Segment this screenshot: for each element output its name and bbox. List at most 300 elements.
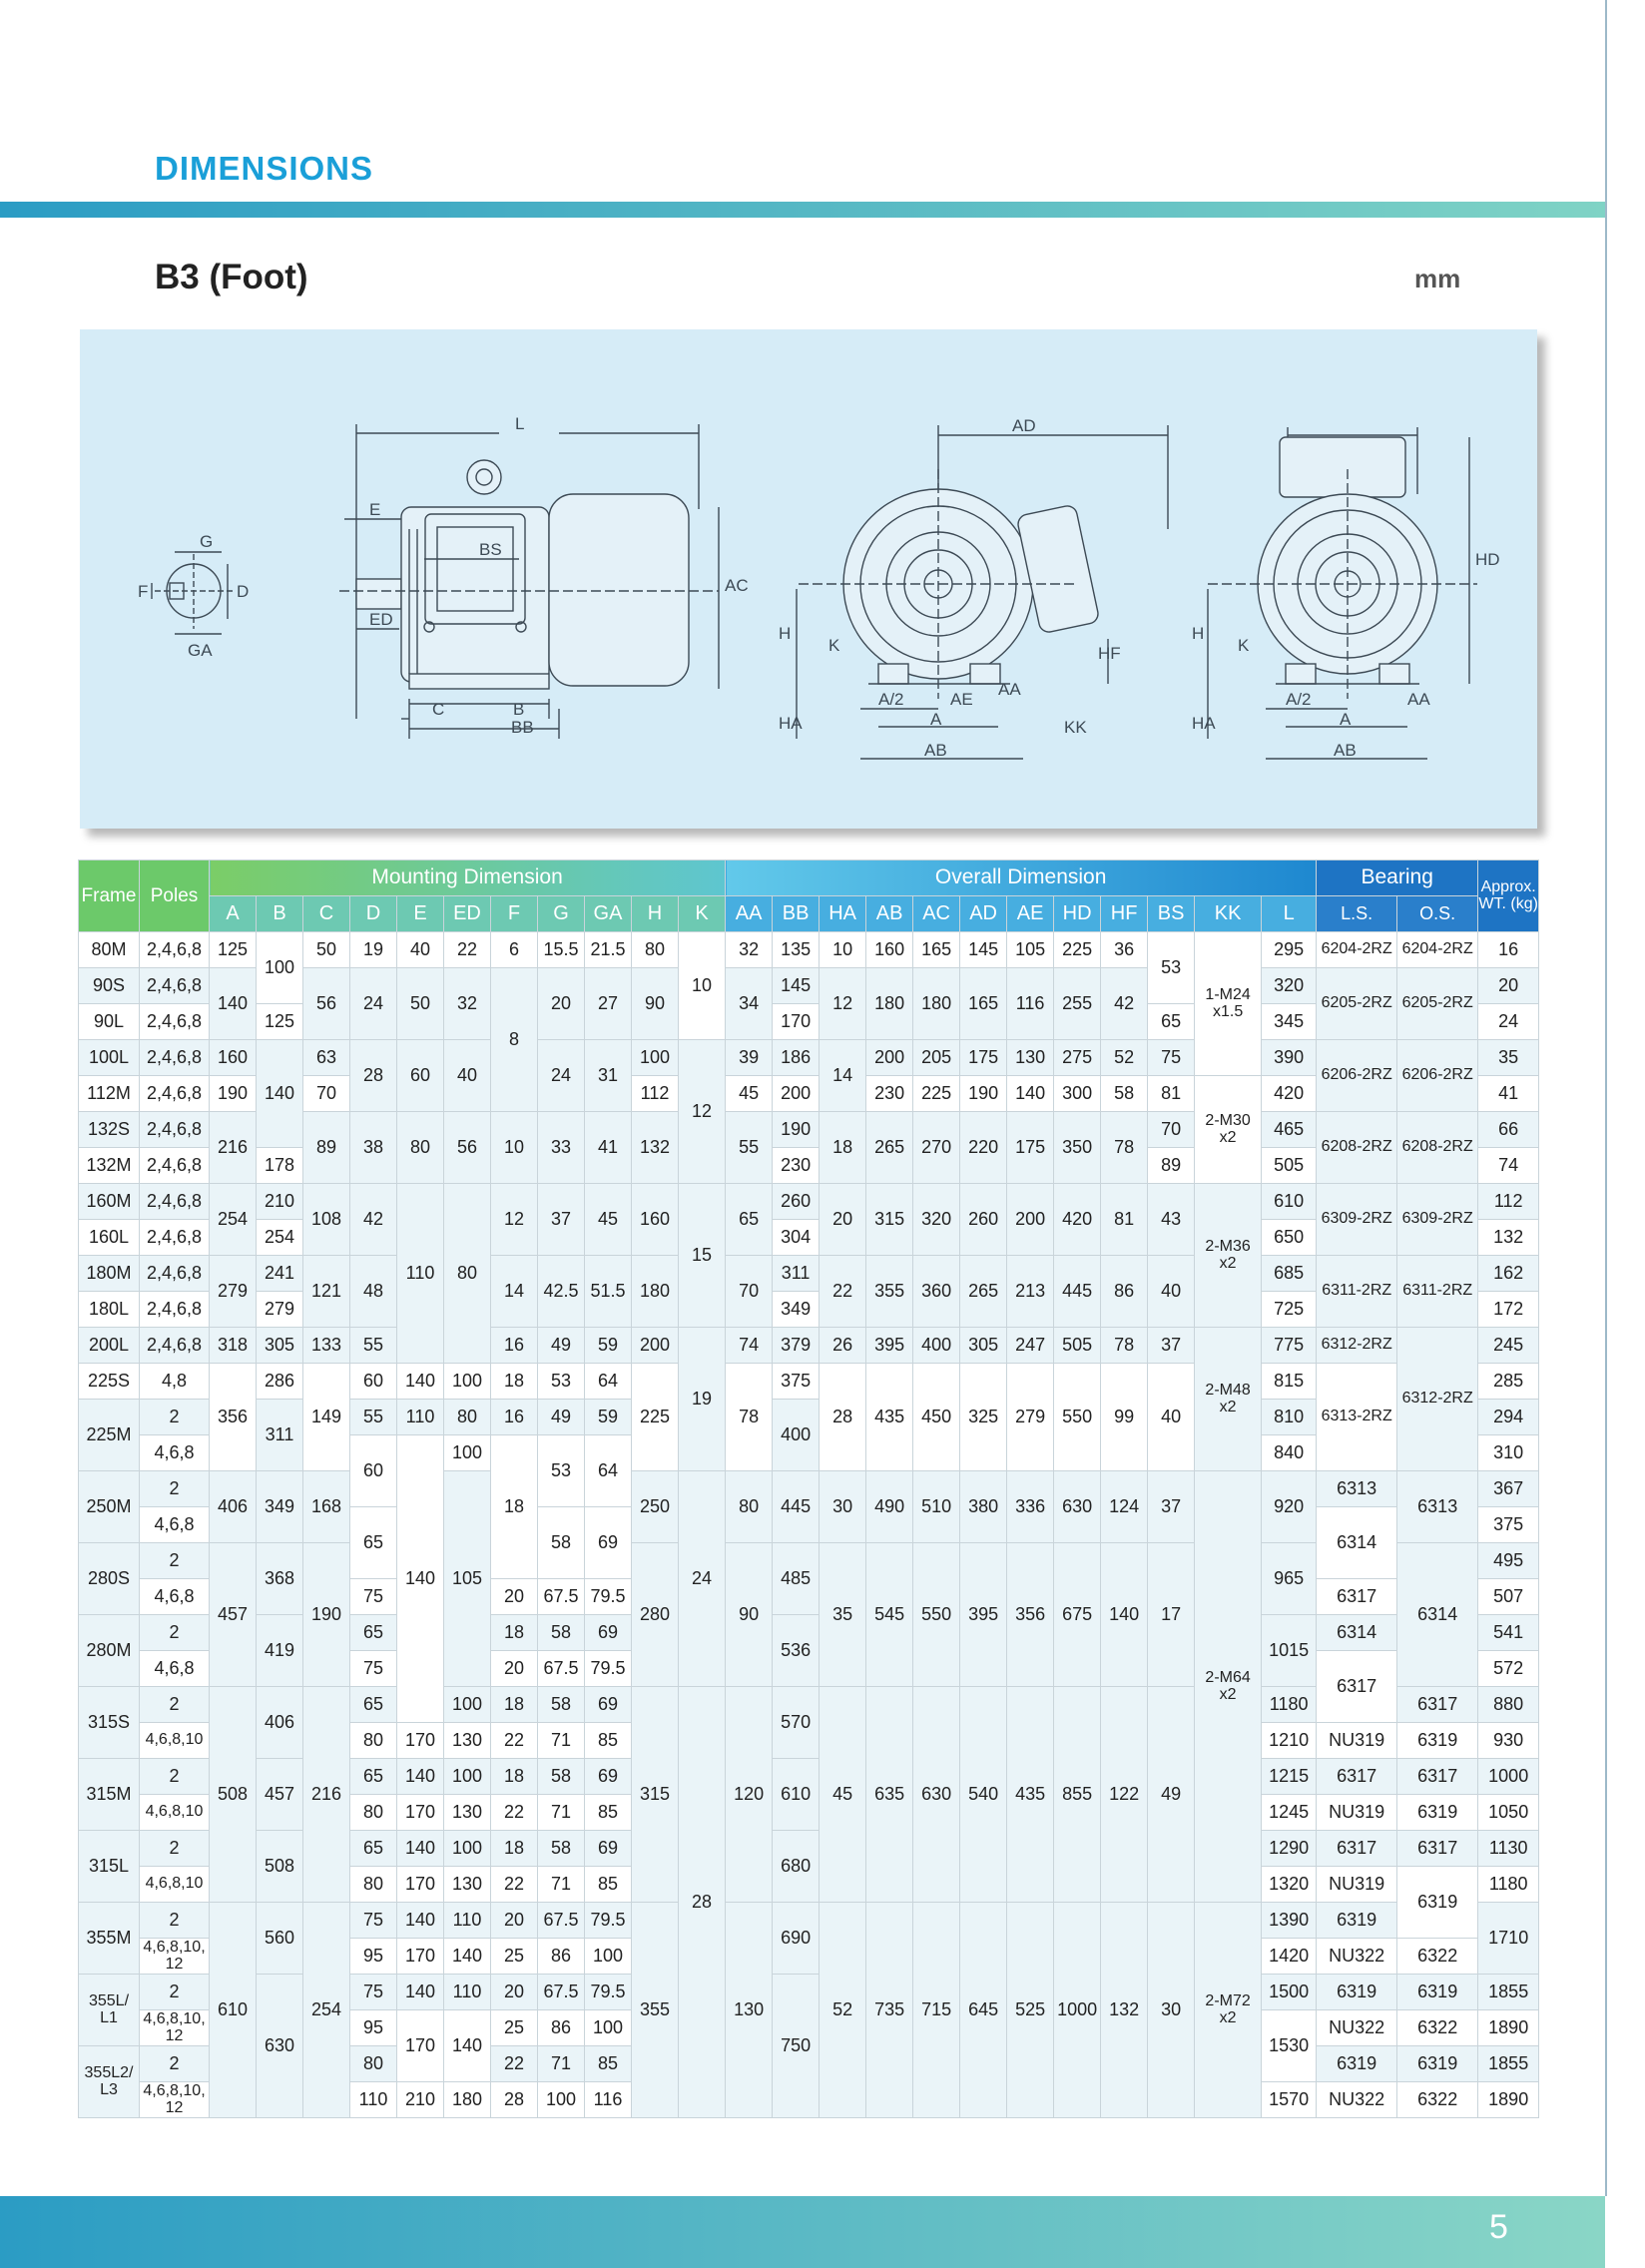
table-cell: 170 <box>773 1004 820 1040</box>
table-cell: 24 <box>350 968 397 1040</box>
table-cell: 510 <box>913 1471 960 1543</box>
table-cell: 255 <box>1054 968 1101 1040</box>
table-cell: 320 <box>913 1184 960 1256</box>
table-cell: 120 <box>726 1687 773 1903</box>
table-cell: 525 <box>1007 1903 1054 2118</box>
table-cell: 100 <box>444 1687 491 1723</box>
table-cell: 165 <box>960 968 1007 1040</box>
table-cell: 450 <box>913 1364 960 1471</box>
table-cell: 186 <box>773 1040 820 1076</box>
table-cell: 490 <box>866 1471 913 1543</box>
dim-label-H-end: H <box>1192 624 1205 643</box>
table-cell: 379 <box>773 1328 820 1364</box>
table-cell: 6314 <box>1317 1615 1397 1651</box>
table-cell: 99 <box>1101 1364 1148 1471</box>
table-cell: 2 <box>140 1615 210 1651</box>
table-cell: 200 <box>632 1328 679 1364</box>
table-cell: NU322 <box>1317 1939 1397 1975</box>
table-cell: 20 <box>820 1184 866 1256</box>
table-row <box>79 1364 1539 1400</box>
table-cell: 305 <box>960 1328 1007 1364</box>
table-cell: 965 <box>1262 1543 1317 1615</box>
table-cell: 140 <box>397 1975 444 2010</box>
table-cell: 112M <box>79 1076 140 1112</box>
table-cell: 59 <box>585 1400 632 1435</box>
table-cell: 160L <box>79 1220 140 1256</box>
column-header: L.S. <box>1317 896 1397 932</box>
table-cell: 6309-2RZ <box>1397 1184 1478 1256</box>
table-cell: 41 <box>1478 1076 1539 1112</box>
table-cell: 22 <box>444 932 491 968</box>
table-cell: 6322 <box>1397 1939 1478 1975</box>
table-cell: 33 <box>538 1112 585 1184</box>
table-cell: 22 <box>491 1867 538 1903</box>
column-header: KK <box>1195 896 1262 932</box>
table-cell: 121 <box>303 1256 350 1328</box>
table-cell: 56 <box>444 1112 491 1184</box>
table-cell: 42 <box>350 1184 397 1256</box>
header-overall-dimension: Overall Dimension <box>726 860 1317 896</box>
shaft-section-view <box>138 532 249 660</box>
table-cell: 485 <box>773 1543 820 1615</box>
table-cell: 58 <box>538 1759 585 1795</box>
table-cell: 100 <box>444 1759 491 1795</box>
dim-label-K-front: K <box>828 636 840 655</box>
column-header: D <box>350 896 397 932</box>
table-cell: 457 <box>210 1543 257 1687</box>
table-cell: 90L <box>79 1004 140 1040</box>
table-cell: 80 <box>397 1112 444 1184</box>
table-cell: 213 <box>1007 1256 1054 1328</box>
table-cell: 2,4,6,8 <box>140 1292 210 1328</box>
table-cell: 110 <box>397 1400 444 1435</box>
column-header: AC <box>913 896 960 932</box>
table-cell: 67.5 <box>538 1975 585 2010</box>
footer-band <box>0 2196 1605 2268</box>
table-cell: 6206-2RZ <box>1397 1040 1478 1112</box>
table-cell: 10 <box>820 932 866 968</box>
table-cell: 6313 <box>1317 1471 1397 1507</box>
table-cell: 2 <box>140 1543 210 1579</box>
table-cell: 19 <box>350 932 397 968</box>
table-cell: 630 <box>913 1687 960 1903</box>
table-cell: 85 <box>585 2046 632 2082</box>
table-cell: 300 <box>1054 1076 1101 1112</box>
table-cell: 190 <box>210 1076 257 1112</box>
table-cell: 2,4,6,8 <box>140 968 210 1004</box>
table-cell: 279 <box>257 1292 303 1328</box>
table-cell: 225 <box>913 1076 960 1112</box>
table-cell: 58 <box>538 1831 585 1867</box>
dim-label-B: B <box>513 700 525 719</box>
header-poles: Poles <box>140 860 210 932</box>
table-cell: 2,4,6,8 <box>140 1328 210 1364</box>
table-cell: 18 <box>491 1435 538 1579</box>
motor-drawing <box>80 329 1537 829</box>
table-cell: 170 <box>397 1795 444 1831</box>
table-cell: 536 <box>773 1615 820 1687</box>
table-cell: 170 <box>397 2010 444 2082</box>
table-cell: 69 <box>585 1759 632 1795</box>
table-cell: 650 <box>1262 1220 1317 1256</box>
table-cell: 30 <box>820 1471 866 1543</box>
dim-label-E: E <box>369 500 381 519</box>
table-cell: 110 <box>397 1184 444 1364</box>
table-cell: 419 <box>257 1615 303 1687</box>
table-cell: 310 <box>1478 1435 1539 1471</box>
table-cell: 162 <box>1478 1256 1539 1292</box>
table-cell: 505 <box>1054 1328 1101 1364</box>
dim-label-HD: HD <box>1475 550 1500 569</box>
table-cell: 210 <box>397 2082 444 2118</box>
table-cell: 2,4,6,8 <box>140 1040 210 1076</box>
table-cell: 52 <box>1101 1040 1148 1076</box>
table-cell: 930 <box>1478 1723 1539 1759</box>
table-cell: 43 <box>1148 1184 1195 1256</box>
table-cell: 140 <box>210 968 257 1040</box>
table-cell: 145 <box>960 932 1007 968</box>
table-cell: 10 <box>679 932 726 1040</box>
table-cell: 18 <box>491 1687 538 1723</box>
table-cell: 254 <box>303 1903 350 2118</box>
table-cell: NU319 <box>1317 1723 1397 1759</box>
table-cell: 2 <box>140 1903 210 1939</box>
table-cell: 170 <box>397 1939 444 1975</box>
table-cell: 1-M24 x1.5 <box>1195 932 1262 1076</box>
table-cell: 1570 <box>1262 2082 1317 2118</box>
unit-label: mm <box>1414 264 1461 293</box>
table-cell: 279 <box>1007 1364 1054 1471</box>
table-cell: 26 <box>820 1328 866 1364</box>
table-cell: 855 <box>1054 1687 1101 1903</box>
table-cell: 18 <box>491 1831 538 1867</box>
table-cell: 180 <box>444 2082 491 2118</box>
table-cell: 6317 <box>1397 1759 1478 1795</box>
table-cell: 58 <box>1101 1076 1148 1112</box>
table-cell: 775 <box>1262 1328 1317 1364</box>
table-cell: 132M <box>79 1148 140 1184</box>
table-cell: 40 <box>1148 1364 1195 1471</box>
table-cell: 225 <box>1054 932 1101 968</box>
dim-label-HA-end: HA <box>1192 714 1216 733</box>
table-cell: 250 <box>632 1471 679 1543</box>
table-cell: 69 <box>585 1507 632 1579</box>
table-cell: 130 <box>444 1723 491 1759</box>
table-cell: 355 <box>632 1903 679 2118</box>
table-cell: 122 <box>1101 1687 1148 1903</box>
table-cell: 89 <box>1148 1148 1195 1184</box>
table-cell: 380 <box>960 1471 1007 1543</box>
table-cell: 74 <box>1478 1148 1539 1184</box>
table-cell: 254 <box>210 1184 257 1256</box>
header-frame: Frame <box>79 860 140 932</box>
table-cell: 80 <box>350 2046 397 2082</box>
table-cell: 2,4,6,8 <box>140 1076 210 1112</box>
table-cell: 75 <box>350 1579 397 1615</box>
dim-label-AA-front: AA <box>998 680 1021 699</box>
table-cell: 75 <box>1148 1040 1195 1076</box>
table-cell: 349 <box>257 1471 303 1543</box>
table-cell: 420 <box>1262 1076 1317 1112</box>
column-header: AB <box>866 896 913 932</box>
table-cell: 132 <box>1478 1220 1539 1256</box>
table-cell: 645 <box>960 1903 1007 2118</box>
table-cell: 50 <box>397 968 444 1040</box>
dim-label-HF: HF <box>1098 644 1121 663</box>
table-cell: 1215 <box>1262 1759 1317 1795</box>
table-cell: 14 <box>820 1040 866 1112</box>
table-cell: 85 <box>585 1723 632 1759</box>
table-cell: 45 <box>585 1184 632 1256</box>
table-cell: 356 <box>1007 1543 1054 1687</box>
table-cell: 124 <box>1101 1471 1148 1543</box>
table-cell: 6317 <box>1317 1831 1397 1867</box>
table-cell: 95 <box>350 2010 397 2046</box>
table-cell: 250M <box>79 1471 140 1543</box>
table-cell: 6319 <box>1397 1975 1478 2010</box>
table-cell: 95 <box>350 1939 397 1975</box>
table-cell: 508 <box>257 1831 303 1903</box>
table-cell: 49 <box>1148 1687 1195 1903</box>
table-row <box>79 1256 1539 1292</box>
table-cell: 80 <box>632 932 679 968</box>
header-mounting-dimension: Mounting Dimension <box>210 860 726 896</box>
table-cell: 55 <box>350 1328 397 1364</box>
table-cell: 160 <box>866 932 913 968</box>
table-cell: 2 <box>140 2046 210 2082</box>
table-cell: 100 <box>538 2082 585 2118</box>
table-cell: 132 <box>1101 1903 1148 2118</box>
table-cell: 4,6,8 <box>140 1435 210 1471</box>
table-cell: 6208-2RZ <box>1397 1112 1478 1184</box>
table-cell: 840 <box>1262 1435 1317 1471</box>
table-cell: 175 <box>960 1040 1007 1076</box>
table-cell: 8 <box>491 968 538 1112</box>
table-row <box>79 1759 1539 1795</box>
dim-label-AC: AC <box>725 576 749 595</box>
table-cell: 110 <box>444 1975 491 2010</box>
table-cell: 350 <box>1054 1112 1101 1184</box>
table-cell: 1500 <box>1262 1975 1317 2010</box>
table-cell: 110 <box>444 1903 491 1939</box>
table-cell: 65 <box>1148 1004 1195 1040</box>
page-number: 5 <box>1489 2208 1508 2246</box>
table-cell: 6312-2RZ <box>1397 1328 1478 1471</box>
table-cell: 280 <box>632 1543 679 1687</box>
table-cell: 78 <box>1101 1328 1148 1364</box>
table-cell: 100 <box>585 1939 632 1975</box>
table-cell: 735 <box>866 1903 913 2118</box>
table-cell: 64 <box>585 1435 632 1507</box>
table-cell: 12 <box>820 968 866 1040</box>
table-cell: 6204-2RZ <box>1397 932 1478 968</box>
dim-label-L: L <box>515 414 525 433</box>
table-cell: 225S <box>79 1364 140 1400</box>
table-cell: 318 <box>210 1328 257 1364</box>
table-cell: 4,6,8,10, 12 <box>140 2010 210 2046</box>
table-cell: 180L <box>79 1292 140 1328</box>
table-cell: 15.5 <box>538 932 585 968</box>
table-row <box>79 932 1539 968</box>
table-cell: 304 <box>773 1220 820 1256</box>
column-header: G <box>538 896 585 932</box>
table-cell: 25 <box>491 2010 538 2046</box>
table-cell: 100 <box>444 1435 491 1471</box>
table-cell: 165 <box>913 932 960 968</box>
table-cell: 2 <box>140 1759 210 1795</box>
table-cell: 2,4,6,8 <box>140 1148 210 1184</box>
table-cell: 445 <box>1054 1256 1101 1328</box>
table-cell: 6319 <box>1317 2046 1397 2082</box>
table-cell: 18 <box>491 1759 538 1795</box>
table-cell: 108 <box>303 1184 350 1256</box>
table-cell: 395 <box>866 1328 913 1364</box>
table-cell: 42.5 <box>538 1256 585 1328</box>
table-cell: 53 <box>1148 932 1195 1004</box>
table-cell: 1180 <box>1262 1687 1317 1723</box>
table-cell: 71 <box>538 1723 585 1759</box>
table-cell: 216 <box>210 1112 257 1184</box>
table-cell: 279 <box>210 1256 257 1328</box>
table-cell: 140 <box>1007 1076 1054 1112</box>
table-cell: 125 <box>257 1004 303 1040</box>
table-cell: 6312-2RZ <box>1317 1328 1397 1364</box>
table-cell: 175 <box>1007 1112 1054 1184</box>
table-cell: 315 <box>866 1184 913 1256</box>
table-cell: 24 <box>1478 1004 1539 1040</box>
table-cell: 130 <box>444 1795 491 1831</box>
table-cell: 880 <box>1478 1687 1539 1723</box>
table-cell: 112 <box>1478 1184 1539 1220</box>
table-cell: 80 <box>350 1723 397 1759</box>
table-cell: 100 <box>632 1040 679 1076</box>
table-cell: 315 <box>632 1687 679 1903</box>
table-cell: 67.5 <box>538 1651 585 1687</box>
table-cell: 6319 <box>1317 1975 1397 2010</box>
table-cell: 100 <box>585 2010 632 2046</box>
table-cell: 65 <box>350 1507 397 1579</box>
table-cell: 22 <box>820 1256 866 1328</box>
table-cell: 400 <box>913 1328 960 1364</box>
table-cell: 270 <box>913 1112 960 1184</box>
table-cell: 635 <box>866 1687 913 1903</box>
column-header: AD <box>960 896 1007 932</box>
table-cell: 507 <box>1478 1579 1539 1615</box>
table-cell: 2 <box>140 1471 210 1507</box>
table-cell: 160 <box>632 1184 679 1256</box>
column-header: O.S. <box>1397 896 1478 932</box>
dim-label-A-front: A <box>930 710 942 729</box>
table-cell: 39 <box>726 1040 773 1076</box>
table-cell: 145 <box>773 968 820 1004</box>
dim-label-HA-front: HA <box>779 714 803 733</box>
table-cell: 200 <box>773 1076 820 1112</box>
table-cell: 395 <box>960 1543 1007 1687</box>
table-cell: 140 <box>257 1040 303 1148</box>
table-cell: 6314 <box>1397 1543 1478 1687</box>
table-cell: 1050 <box>1478 1795 1539 1831</box>
table-cell: 16 <box>491 1328 538 1364</box>
table-cell: 6319 <box>1397 1867 1478 1939</box>
table-cell: 725 <box>1262 1292 1317 1328</box>
column-header: C <box>303 896 350 932</box>
table-cell: 63 <box>303 1040 350 1076</box>
table-cell: 465 <box>1262 1112 1317 1148</box>
table-cell: 2,4,6,8 <box>140 932 210 968</box>
table-cell: 220 <box>960 1112 1007 1184</box>
table-cell: 140 <box>444 2010 491 2082</box>
table-cell: 10 <box>491 1112 538 1184</box>
column-header: HF <box>1101 896 1148 932</box>
table-cell: 320 <box>1262 968 1317 1004</box>
table-row <box>79 1831 1539 1867</box>
table-cell: 90 <box>726 1543 773 1687</box>
table-cell: 230 <box>773 1148 820 1184</box>
table-cell: 2,4,6,8 <box>140 1184 210 1220</box>
table-cell: 25 <box>491 1939 538 1975</box>
table-cell: 375 <box>1478 1507 1539 1543</box>
dim-label-AE: AE <box>950 690 973 709</box>
table-cell: 79.5 <box>585 1651 632 1687</box>
table-cell: 24 <box>679 1471 726 1687</box>
table-cell: 58 <box>538 1507 585 1579</box>
table-cell: 140 <box>397 1759 444 1795</box>
column-header: B <box>257 896 303 932</box>
table-cell: 265 <box>960 1256 1007 1328</box>
table-cell: 375 <box>773 1364 820 1400</box>
table-cell: 37 <box>538 1184 585 1256</box>
table-cell: 6317 <box>1317 1759 1397 1795</box>
table-cell: 42 <box>1101 968 1148 1040</box>
table-cell: 80 <box>726 1471 773 1543</box>
table-cell: 65 <box>350 1687 397 1723</box>
column-header: A <box>210 896 257 932</box>
table-cell: 130 <box>726 1903 773 2118</box>
table-cell: 216 <box>303 1687 350 1903</box>
table-cell: 20 <box>491 1975 538 2010</box>
table-cell: 200L <box>79 1328 140 1364</box>
table-cell: 85 <box>585 1867 632 1903</box>
table-cell: 140 <box>1101 1543 1148 1687</box>
column-header: L <box>1262 896 1317 932</box>
dimension-table <box>78 859 1539 2118</box>
table-cell: 6311-2RZ <box>1317 1256 1397 1328</box>
table-cell: NU319 <box>1317 1795 1397 1831</box>
table-cell: 40 <box>444 1040 491 1112</box>
table-cell: 200 <box>1007 1184 1054 1256</box>
table-cell: 52 <box>820 1903 866 2118</box>
table-cell: 200 <box>866 1040 913 1076</box>
table-cell: 81 <box>1101 1184 1148 1256</box>
dim-label-G: G <box>200 532 214 551</box>
table-cell: 315L <box>79 1831 140 1903</box>
table-cell: 550 <box>1054 1364 1101 1471</box>
table-cell: 58 <box>538 1615 585 1651</box>
table-row <box>79 1328 1539 1364</box>
dim-label-H-front: H <box>779 624 792 643</box>
table-cell: 2-M30 x2 <box>1195 1076 1262 1184</box>
table-cell: 80 <box>350 1867 397 1903</box>
table-cell: 6319 <box>1397 2046 1478 2082</box>
table-cell: 35 <box>1478 1040 1539 1076</box>
table-cell: 90S <box>79 968 140 1004</box>
table-cell: 140 <box>397 1903 444 1939</box>
table-cell: 80M <box>79 932 140 968</box>
table-cell: 105 <box>444 1471 491 1687</box>
table-cell: 12 <box>679 1040 726 1184</box>
table-cell: 75 <box>350 1975 397 2010</box>
table-cell: 140 <box>444 1939 491 1975</box>
